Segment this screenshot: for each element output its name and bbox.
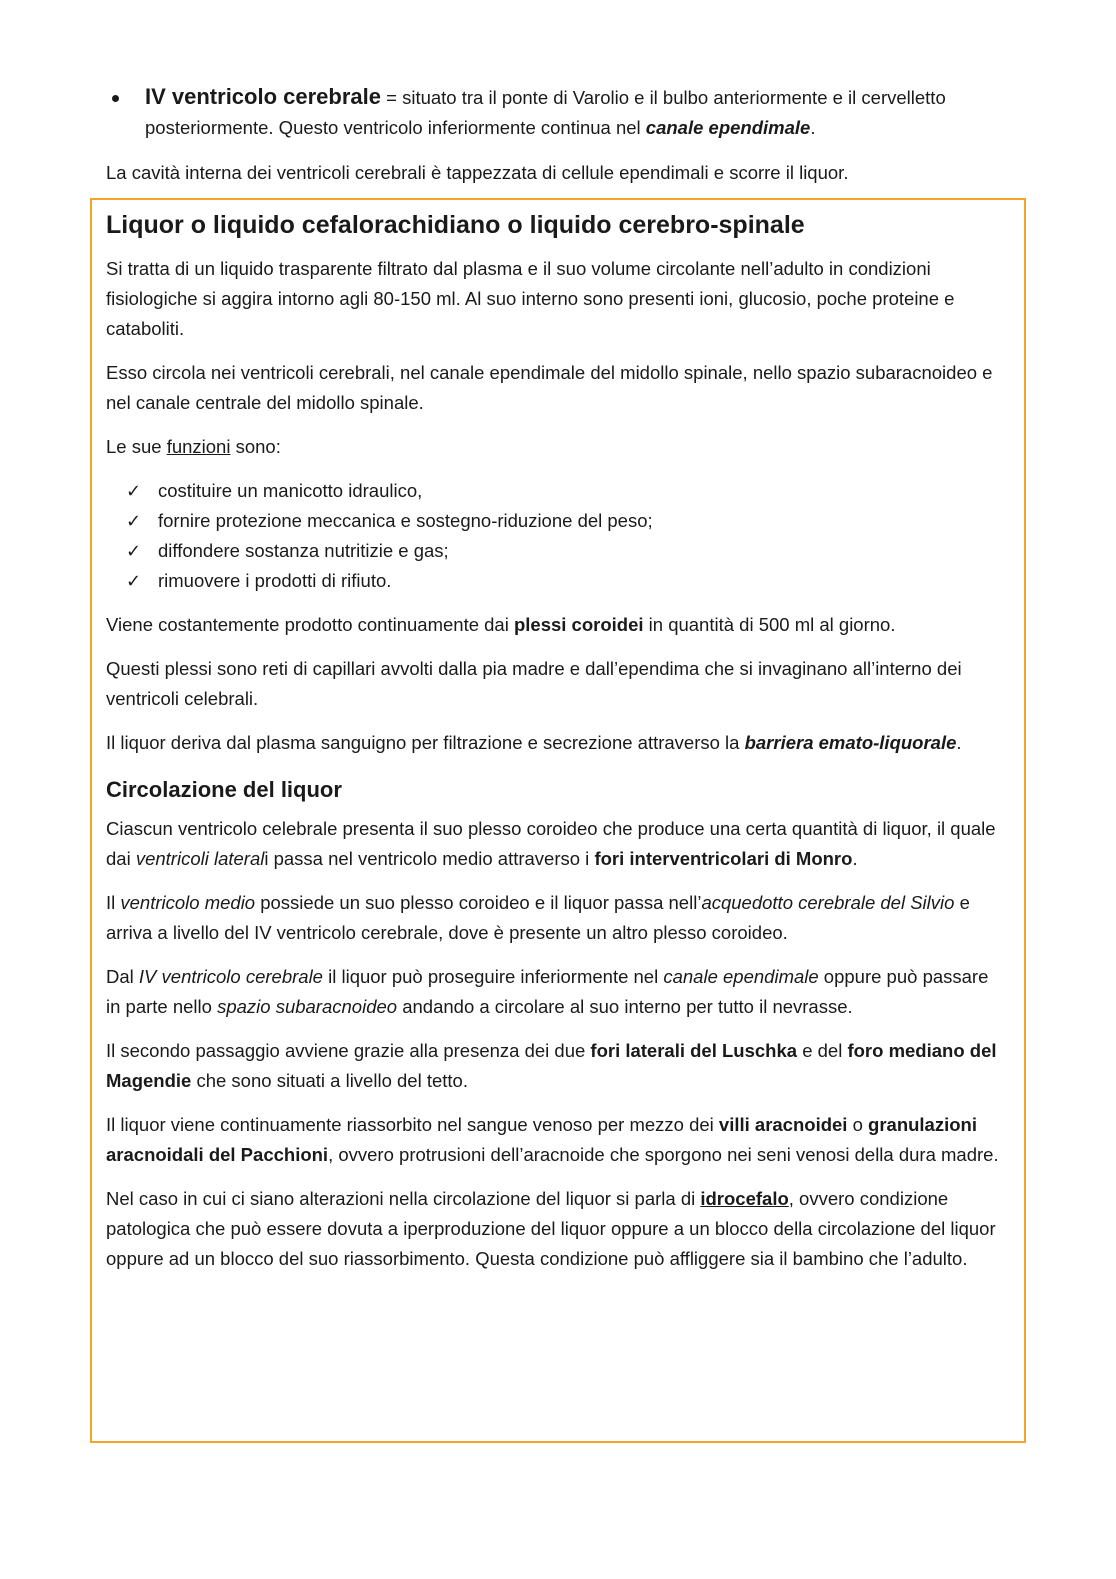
paragraph-barrier: Il liquor deriva dal plasma sanguigno per filtrazione e secrezione attraverso la barriera emato-liquorale. [106, 732, 962, 753]
bullet-dot-icon [112, 95, 119, 102]
bullet-text-2: . [810, 117, 816, 138]
term-canale-ependimale: canale ependimale [645, 117, 811, 138]
paragraph-hydrocephalus: Nel caso in cui ci siano alterazioni nella circolazione del liquor si parla di idrocefalo, ovvero condizione patologica che può essere dovuta a iperproduzione del liquor oppure a un blocco della circolazione del liquor oppure ad un blocco del suo riassorbimento. Questa condizione può affliggere sia il bambino che l’adulto. [106, 1188, 996, 1269]
paragraph-functions-intro: Le sue funzioni sono: [106, 436, 281, 457]
list-item: ✓ fornire protezione meccanica e sostegno-riduzione del peso; [106, 506, 1006, 536]
paragraph-plexus: Questi plessi sono reti di capillari avvolti dalla pia madre e dall’ependima che si invaginano all’interno dei ventricoli celebrali. [106, 658, 962, 709]
section-subtitle: Circolazione del liquor [106, 777, 342, 802]
liquor-box [90, 198, 1026, 1443]
check-icon: ✓ [126, 571, 142, 591]
paragraph-fourth-ventricle: Dal IV ventricolo cerebrale il liquor può proseguire inferiormente nel canale ependimale oppure può passare in parte nello spazio subaracnoideo andando a circolare al suo interno per tutto il nevrasse. [106, 966, 989, 1017]
term-iv-ventricolo: IV ventricolo cerebrale [145, 84, 381, 109]
functions-link: funzioni [166, 436, 231, 457]
intro-paragraph: La cavità interna dei ventricoli cerebrali è tappezzata di cellule ependimali e scorre il liquor. [106, 162, 849, 183]
check-icon: ✓ [126, 511, 142, 531]
paragraph-circulation-sites: Esso circola nei ventricoli cerebrali, nel canale ependimale del midollo spinale, nello spazio subaracnoideo e nel canale centrale del midollo spinale. [106, 362, 993, 413]
bullet-item-iv-ventricolo [145, 82, 1025, 143]
paragraph-production: Viene costantemente prodotto continuamente dai plessi coroidei in quantità di 500 ml al giorno. [106, 614, 896, 635]
functions-list [106, 476, 1006, 596]
paragraph-medium-ventricle: Il ventricolo medio possiede un suo plesso coroideo e il liquor passa nell’acquedotto cerebrale del Silvio e arriva a livello del IV ventricolo cerebrale, dove è presente un altro plesso coroideo. [106, 892, 970, 943]
paragraph-reabsorption: Il liquor viene continuamente riassorbito nel sangue venoso per mezzo dei villi aracnoidei o granulazioni aracnoidali del Pacchioni, ovvero protrusioni dell’aracnoide che sporgono nei seni venosi della dura madre. [106, 1114, 999, 1165]
paragraph-definition: Si tratta di un liquido trasparente filtrato dal plasma e il suo volume circolante nell’adulto in condizioni fisiologiche si aggira intorno agli 80-150 ml. Al suo interno sono presenti ioni, glucosio, poche proteine e cataboliti. [106, 258, 955, 339]
paragraph-foramina: Il secondo passaggio avviene grazie alla presenza dei due fori laterali del Luschka e del foro mediano del Magendie che sono situati a livello del tetto. [106, 1040, 997, 1091]
list-item: ✓ costituire un manicotto idraulico, [106, 476, 1006, 506]
list-item: ✓ rimuovere i prodotti di rifiuto. [106, 566, 1006, 596]
bullet-text-1: = situato tra il ponte di Varolio e il bulbo anteriormente e il cervelletto posteriormente. Questo ventricolo inferiormente continua nel [145, 87, 946, 138]
check-icon: ✓ [126, 541, 142, 561]
check-icon: ✓ [126, 481, 142, 501]
list-item: ✓ diffondere sostanza nutritizie e gas; [106, 536, 1006, 566]
paragraph-lateral-ventricles: Ciascun ventricolo celebrale presenta il suo plesso coroideo che produce una certa quantità di liquor, il quale dai ventricoli laterali passa nel ventricolo medio attraverso i fori interventricolari di Monro. [106, 818, 996, 869]
box-title: Liquor o liquido cefalorachidiano o liquido cerebro-spinale [106, 211, 805, 239]
